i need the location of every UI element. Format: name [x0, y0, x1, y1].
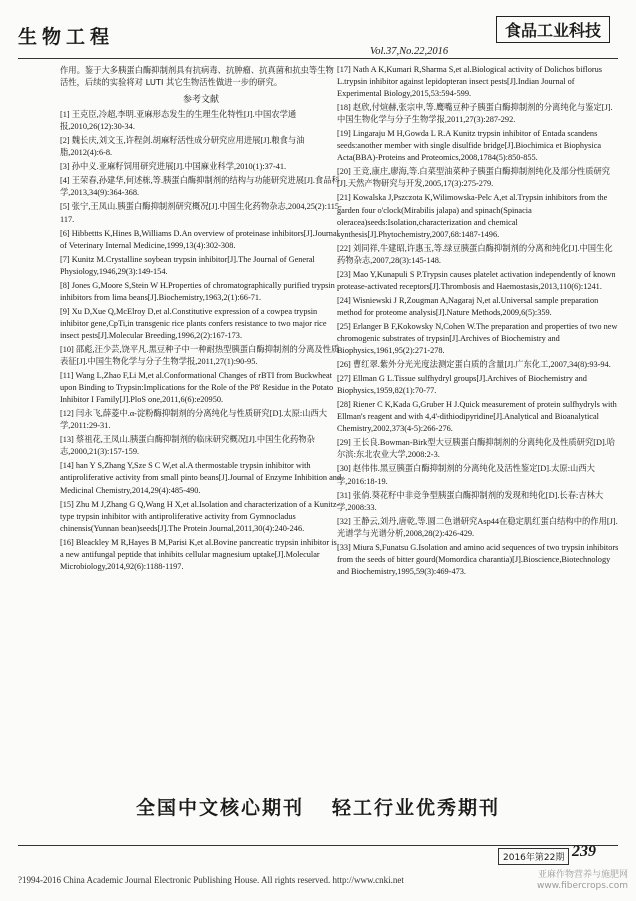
references-heading: 参考文献 — [182, 95, 219, 106]
reference-item: [10] 邵彪,汪少芸,饶平凡.黑豆种子中一种耐热型胰蛋白酶抑制剂的分离及性质表征[J].中国生物化学与分子生物学报,2011,27(1):90-95. — [60, 344, 340, 367]
references-list-left — [60, 109, 342, 573]
watermark-line1: 亚麻作物营养与施肥网 — [537, 870, 628, 880]
left-column — [60, 64, 342, 575]
reference-item: [31] 张俏.葵花籽中非竞争型胰蛋白酶抑制剂的发现和纯化[D].长春:吉林大学,2008:33. — [337, 490, 604, 512]
reference-item: [11] Wang L,Zhao F,Li M,et al.Conformational Changes of rBTI from Buckwheat upon Binding to Trypsin:Implications for the Role of the P8' Residue in the Potato Inhibitor I Family[J].PloS one,2011,6(6):e20950. — [60, 371, 334, 405]
reference-item: [6] Hibbettts K,Hines B,Williams D.An overview of proteinase inhibitors[J].Journal of Veterinary Internal Medicine,1999,13(4):302-308. — [60, 228, 339, 250]
copyright-footer: ?1994-2016 China Academic Journal Electronic Publishing House. All rights reserved. http://www.cnki.net — [18, 875, 404, 885]
reference-item: [13] 蔡祖花,王凤山.胰蛋白酶抑制剂的临床研究概况[J].中国生化药物杂志,2000,21(3):157-159. — [60, 435, 315, 457]
reference-item: [25] Erlanger B F,Kokowsky N,Cohen W.The preparation and properties of two new chromogenic substrates of trypsin[J].Archives of Biochemistry and Biophysics,1961,95(2):271-278. — [337, 321, 618, 356]
intro-paragraph: 作用。鉴于大多胰蛋白酶抑制剂具有抗病毒、抗肿瘤、抗真菌和抗虫等生物活性，后续的实验将对 LUTI 其它生物活性做进一步的研究。 — [60, 65, 334, 88]
reference-item: [22] 刘同祥,牛建昭,许惠玉,等.绿豆胰蛋白酶抑制剂的分离和纯化[J].中国生化药物杂志,2007,28(3):145-148. — [337, 243, 613, 265]
reference-item: [29] 王长良.Bowman-Birk型大豆胰蛋白酶抑制剂的分离纯化及性质研究[D].哈尔滨:东北农业大学,2008:2-3. — [337, 438, 616, 460]
reference-item: [7] Kunitz M.Crystalline soybean trypsin inhibitor[J].The Journal of General Physiology,1946,29(3):149-154. — [60, 254, 315, 276]
reference-item: [30] 赵伟伟.黑豆胰蛋白酶抑制剂的分离纯化及活性鉴定[D].太原:山西大学,2016:18-19. — [337, 464, 595, 486]
reference-item: [15] Zhu M J,Zhang G Q,Wang H X,et al.Isolation and characterization of a Kunitz-type trypsin inhibitor with antiproliferative activity from Gymnocladus chinensis(Yunnan bean)seeds[J].The Protein Journal,2011,30(4):240-246. — [60, 499, 340, 533]
reference-item: [23] Mao Y,Kunapuli S P.Trypsin causes platelet activation independently of known protease-activated receptors[J].Thrombosis and Haemostasis,2013,110(6):1241. — [337, 269, 616, 291]
footer-rule — [18, 845, 618, 846]
banner-right: 轻工行业优秀期刊 — [332, 797, 501, 819]
reference-item: [32] 王静云,刘丹,唐乾,等.圆二色谱研究Asp44在稳定肌红蛋白结构中的作用[J].光谱学与光谱分析,2008,28(2):426-429. — [337, 516, 618, 538]
journal-section-title: 生物工程 — [18, 26, 115, 48]
reference-item: [2] 魏长庆,刘文玉,许程剑.胡麻籽活性成分研究应用进展[J].粮食与油脂,2012(4):6-8. — [60, 136, 305, 158]
watermark — [537, 870, 628, 892]
reference-item: [28] Riener C K,Kada G,Gruber H J.Quick measurement of protein sulfhydryls with Ellman's reagent and with 4,4'-dithiodipyridine[J].Analytical and Bioanalytical Chemistry,2002,373(4-5):266-276. — [337, 400, 617, 434]
references-list-right — [337, 64, 619, 578]
reference-item: [16] Bleackley M R,Hayes B M,Parisi K,et al.Bovine pancreatic trypsin inhibitor is a new antifungal peptide that inhibits cellular magnesium uptake[J].Molecular Microbiology,2014,92(6):1188-1197. — [60, 537, 337, 571]
reference-item: [3] 孙中义.亚麻籽饲用研究进展[J].中国麻业科学,2010(1):37-41. — [60, 162, 287, 172]
reference-item: [27] Ellman G L.Tissue sulfhydryl groups[J].Archives of Biochemistry and Biophysics,1959,82(1):70-77. — [337, 374, 587, 396]
journal-banner — [0, 793, 636, 820]
watermark-line2: www.fibercrops.com — [537, 881, 628, 891]
reference-item: [12] 闫永飞,薛菱中.α-淀粉酶抑制剂的分离纯化与性质研究[D].太原:山西大学,2011:29-31. — [60, 409, 328, 431]
reference-item: [17] Nath A K,Kumari R,Sharma S,et al.Biological activity of Dolichos biflorus L.trypsin inhibitor against lepidopteran insect pests[J].Indian Journal of Experimental Biology,2015,53:594-599. — [337, 65, 602, 99]
banner-left: 全国中文核心期刊 — [135, 797, 304, 819]
journal-logo: 食品工业科技 — [496, 16, 610, 43]
reference-item: [33] Miura S,Funatsu G.Isolation and amino acid sequences of two trypsin inhibitors from the seeds of bitter gourd(Momordica charantia)[J].Bioscience,Biotechnology and Biochemistry,1995,59(3):469-473. — [337, 542, 619, 576]
reference-item: [8] Jones G,Moore S,Stein W H.Properties of chromatographically purified trypsin inhibitors from lima beans[J].Biochemistry,1963,2(1):66-71. — [60, 280, 335, 302]
header-rule — [18, 58, 618, 59]
reference-item: [21] Kowalska J,Pszczota K,Wilimowska-Pelc A,et al.Trypsin inhibitors from the garden four o'clock(Mirabilis jalapa) and spinach(Spinacia oleracea)seeds:Isolation,characterization and chemical synthesis[J].Phytochemistry,2007,68:1487-1496. — [337, 193, 608, 239]
reference-item: [20] 王竞,康庄,廖海,等.白菜型油菜种子胰蛋白酶抑制剂纯化及部分性质研究[J].天然产物研究与开发,2005,17(3):275-279. — [337, 167, 611, 189]
right-column — [337, 64, 619, 580]
issue-label: 2016年第22期 — [498, 848, 569, 865]
reference-item: [4] 王荣春,孙建华,何述栋,等.胰蛋白酶抑制剂的结构与功能研究进展[J].食品科学,2013,34(9):364-368. — [60, 176, 340, 198]
reference-item: [18] 赵欣,付煊赫,张宗申,等.鹰嘴豆种子胰蛋白酶抑制剂的分离纯化与鉴定[J].中国生物化学与分子生物学报,2011,27(3):287-292. — [337, 103, 613, 125]
reference-item: [5] 张宁,王凤山.胰蛋白酶抑制剂研究概况[J].中国生化药物杂志,2004,25(2):115-117. — [60, 202, 342, 224]
reference-item: [19] Lingaraju M H,Gowda L R.A Kunitz trypsin inhibitor of Entada scandens seeds:another member with single disulfide bridge[J].Biochimica et Biophysica Acta(BBA)-Proteins and Proteomics,2008,1784(5):850-855. — [337, 129, 602, 163]
reference-item: [1] 王克臣,冷超,李明.亚麻形态发生的生理生化特性[J].中国农学通报,2010,26(12):30-34. — [60, 110, 297, 132]
page-number: 239 — [572, 843, 596, 860]
volume-info: Vol.37,No.22,2016 — [370, 46, 449, 57]
reference-item: [26] 曹红翠.紫外分光光度法测定蛋白质的含量[J].广东化工,2007,34(8):93-94. — [337, 360, 611, 370]
reference-item: [14] han Y S,Zhang Y,Sze S C W,et al.A thermostable trypsin inhibitor with antiproliferative activity from small pinto beans[J].Journal of Enzyme Inhibition and Medicinal Chemistry,2014,29(4):485-490. — [60, 461, 342, 495]
reference-item: [24] Wisniewski J R,Zougman A,Nagaraj N,et al.Universal sample preparation method for proteome analysis[J].Nature Methods,2009,6(5):359. — [337, 295, 599, 317]
reference-item: [9] Xu D,Xue Q,McElroy D,et al.Constitutive expression of a cowpea trypsin inhibitor gene,CpTi,in transgenic rice plants confers resistance to two major rice insect pests[J].Molecular Breeding,1996,2(2):167-173. — [60, 306, 327, 340]
